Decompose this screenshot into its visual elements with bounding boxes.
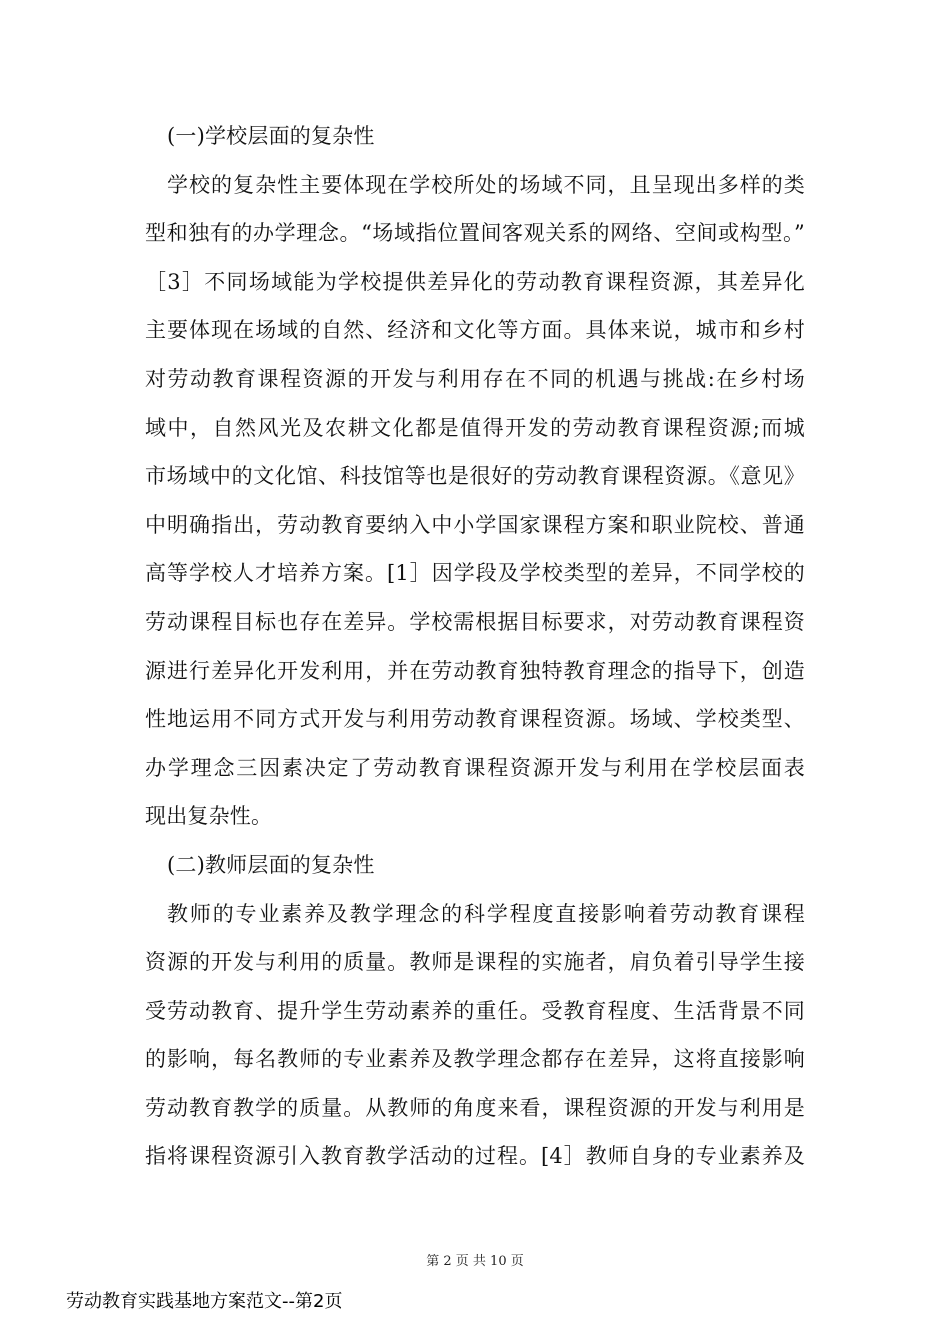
paragraph-line: 劳动教育教学的质量。从教师的角度来看，课程资源的开发与利用是 (145, 1095, 805, 1120)
paragraph-line: 对劳动教育课程资源的开发与利用存在不同的机遇与挑战:在乡村场 (145, 366, 805, 391)
paragraph-line: 指将课程资源引入教育教学活动的过程。[4］教师自身的专业素养及 (145, 1144, 805, 1169)
paragraph-line: 中明确指出，劳动教育要纳入中小学国家课程方案和职业院校、普通 (145, 512, 805, 537)
footer-title: 劳动教育实践基地方案范文--第2页 (66, 1291, 343, 1312)
paragraph-line: 源进行差异化开发利用，并在劳动教育独特教育理念的指导下，创造 (145, 658, 805, 683)
paragraph-line: 现出复杂性。 (145, 804, 273, 829)
paragraph-line: 办学理念三因素决定了劳动教育课程资源开发与利用在学校层面表 (145, 755, 805, 780)
paragraph-line: 高等学校人才培养方案。[1］因学段及学校类型的差异，不同学校的 (145, 561, 805, 586)
paragraph-line: 受劳动教育、提升学生劳动素养的重任。受教育程度、生活背景不同 (145, 998, 805, 1023)
paragraph-line: 主要体现在场域的自然、经济和文化等方面。具体来说，城市和乡村 (145, 318, 805, 343)
paragraph-line: ［3］不同场域能为学校提供差异化的劳动教育课程资源，其差异化 (145, 269, 805, 294)
section-heading-school: (一)学校层面的复杂性 (167, 124, 375, 148)
paragraph-line: 型和独有的办学理念。“场域指位置间客观关系的网络、空间或构型。” (145, 221, 805, 246)
paragraph-line: 资源的开发与利用的质量。教师是课程的实施者，肩负着引导学生接 (145, 950, 805, 975)
document-body (145, 112, 805, 1181)
paragraph-line: 劳动课程目标也存在差异。学校需根据目标要求，对劳动教育课程资 (145, 609, 805, 634)
paragraph-line: 学校的复杂性主要体现在学校所处的场域不同，且呈现出多样的类 (167, 172, 805, 197)
paragraph-line: 性地运用不同方式开发与利用劳动教育课程资源。场域、学校类型、 (145, 707, 805, 732)
page-number: 第 2 页 共 10 页 (426, 1254, 524, 1269)
paragraph-line: 的影响，每名教师的专业素养及教学理念都存在差异，这将直接影响 (145, 1047, 805, 1072)
paragraph-line: 市场域中的文化馆、科技馆等也是很好的劳动教育课程资源。《意见》 (145, 464, 805, 489)
section-heading-teacher: (二)教师层面的复杂性 (167, 852, 375, 877)
paragraph-line: 教师的专业素养及教学理念的科学程度直接影响着劳动教育课程 (167, 901, 805, 926)
paragraph-line: 域中，自然风光及农耕文化都是值得开发的劳动教育课程资源;而城 (145, 415, 805, 440)
